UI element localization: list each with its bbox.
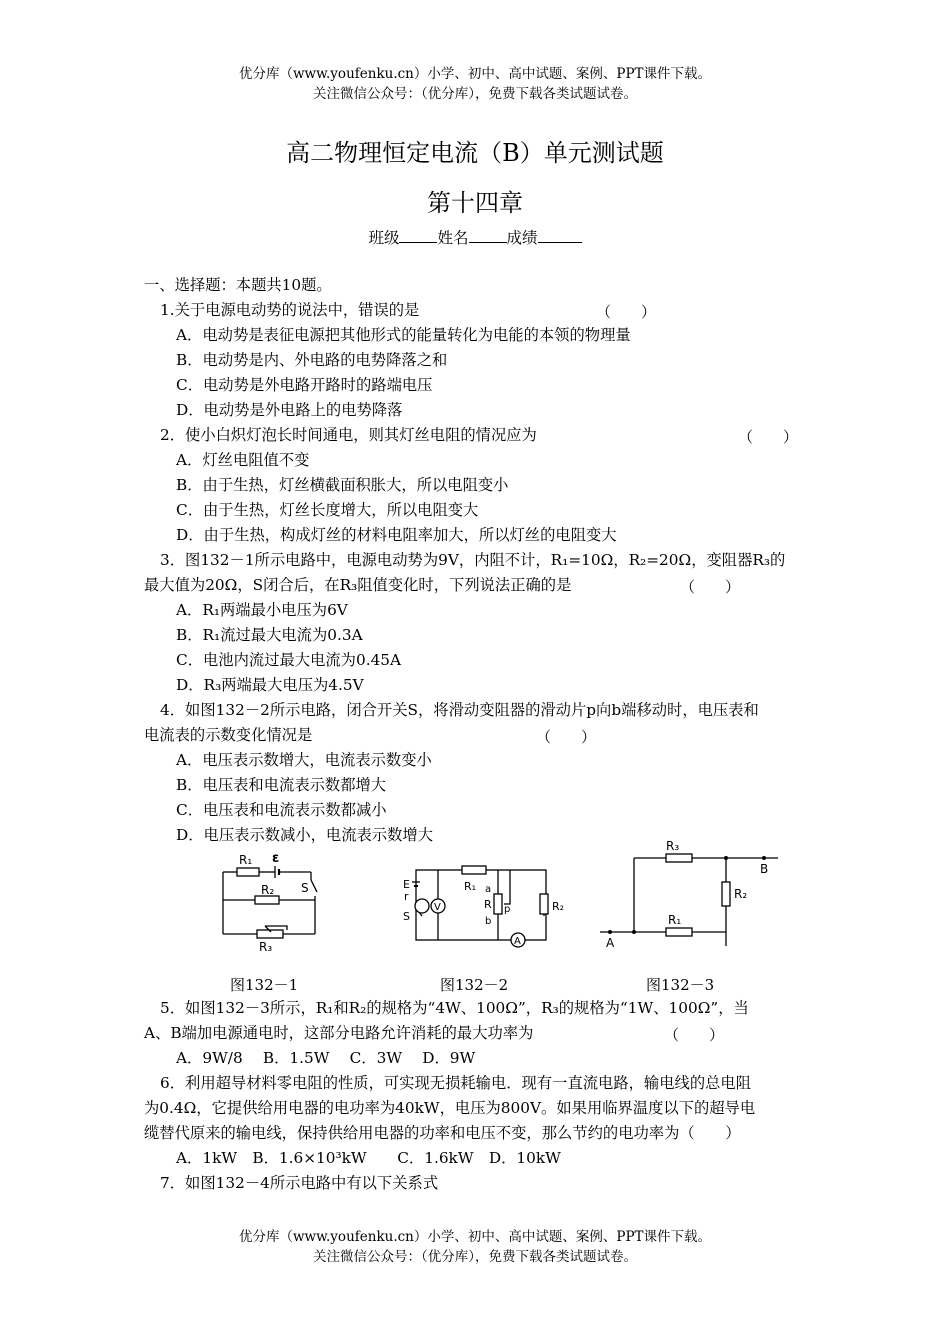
- fig2-label-a: a: [485, 884, 492, 895]
- q4-stem-line-2: 电流表的示数变化情况是: [144, 726, 313, 744]
- q1-option-c: C．电动势是外电路开路时的路端电压: [176, 376, 433, 394]
- fig3-label-a: A: [606, 936, 615, 950]
- page-title: 高二物理恒定电流（B）单元测试题: [286, 139, 664, 167]
- fig1-label-s: S: [301, 881, 309, 895]
- q5-stem-line-1: 5．如图132－3所示，R₁和R₂的规格为“4W、100Ω”，R₃的规格为“1W、100Ω”，当: [160, 999, 749, 1017]
- q5-stem-line-2: A、B端加电源通电时，这部分电路允许消耗的最大功率为: [144, 1024, 534, 1042]
- q5-options: A．9W/8 B．1.5W C．3W D．9W: [176, 1049, 476, 1067]
- q2-stem: 2．使小白炽灯泡长时间通电，则其灯丝电阻的情况应为: [160, 426, 537, 444]
- student-info: [0, 226, 950, 248]
- figure-132-2-circuit: [398, 858, 578, 950]
- q3-option-a: A．R₁两端最小电压为6V: [176, 601, 348, 619]
- figure-132-3-circuit: [596, 836, 786, 951]
- score-blank[interactable]: [538, 228, 582, 243]
- fig3-label-b: B: [760, 862, 769, 876]
- fig1-label-r3: R₃: [259, 940, 273, 954]
- q4-option-c: C．电压表和电流表示数都减小: [176, 801, 387, 819]
- q3-stem-line-1: 3．图132－1所示电路中，电源电动势为9V，内阻不计，R₁=10Ω，R₂=20Ω，变阻器R₃的: [160, 551, 786, 569]
- q1-option-a: A．电动势是表征电源把其他形式的能量转化为电能的本领的物理量: [176, 326, 631, 344]
- fig2-label-r1: R₁: [464, 880, 477, 893]
- figure-caption-132-1: 图132－1: [230, 976, 299, 994]
- fig2-label-v: V: [434, 902, 441, 913]
- fig2-label-e: E: [403, 878, 410, 891]
- q3-option-c: C．电池内流过最大电流为0.45A: [176, 651, 402, 669]
- fig2-label-r2: R₂: [552, 900, 565, 913]
- footer-line-2: 关注微信公众号：（优分库），免费下载各类试题试卷。: [313, 1249, 637, 1265]
- fig3-label-r2: R₂: [734, 887, 748, 901]
- fig1-label-r1: R₁: [239, 853, 253, 867]
- q2-option-b: B．由于生热，灯丝横截面积胀大，所以电阻变小: [176, 476, 509, 494]
- figure-132-1-circuit: [215, 848, 335, 958]
- fig3-label-r1: R₁: [668, 913, 682, 927]
- q2-option-c: C．由于生热，灯丝长度增大，所以电阻变大: [176, 501, 479, 519]
- q5-bracket: （ ）: [664, 1026, 725, 1044]
- q4-option-a: A．电压表示数增大，电流表示数变小: [176, 751, 432, 769]
- header-line-2: 关注微信公众号：（优分库），免费下载各类试题试卷。: [313, 86, 637, 102]
- figure-caption-132-2: 图132－2: [440, 976, 509, 994]
- q2-bracket: （ ）: [738, 428, 799, 446]
- q3-option-d: D．R₃两端最大电压为4.5V: [176, 676, 364, 694]
- q2-option-a: A．灯丝电阻值不变: [176, 451, 310, 469]
- q6-stem-line-1: 6．利用超导材料零电阻的性质，可实现无损耗输电．现有一直流电路，输电线的总电阻: [160, 1074, 752, 1092]
- fig2-label-s: S: [403, 910, 410, 923]
- class-label: 班级: [368, 229, 400, 247]
- q6-stem-line-2: 为0.4Ω，它提供给用电器的电功率为40kW，电压为800V。如果用临界温度以下的超导电: [144, 1099, 756, 1117]
- fig2-label-p: p: [504, 904, 511, 915]
- chapter-title: 第十四章: [427, 189, 523, 217]
- q2-option-d: D．由于生热，构成灯丝的材料电阻率加大，所以灯丝的电阻变大: [176, 526, 617, 544]
- class-blank[interactable]: [399, 228, 437, 243]
- q7-stem: 7．如图132－4所示电路中有以下关系式: [160, 1174, 439, 1192]
- q4-option-b: B．电压表和电流表示数都增大: [176, 776, 387, 794]
- section-heading: 一、选择题：本题共10题。: [144, 276, 332, 294]
- fig2-label-r: r: [404, 890, 409, 903]
- header-line-1: 优分库（www.youfenku.cn）小学、初中、高中试题、案例、PPT课件下载。: [238, 66, 712, 82]
- fig2-label-b: b: [485, 916, 492, 927]
- score-label: 成绩: [506, 229, 538, 247]
- fig3-label-r3: R₃: [666, 839, 680, 853]
- q1-bracket: （ ）: [596, 303, 657, 321]
- q4-option-d: D．电压表示数减小，电流表示数增大: [176, 826, 434, 844]
- fig1-label-r2: R₂: [261, 883, 275, 897]
- name-blank[interactable]: [469, 228, 507, 243]
- figure-caption-132-3: 图132－3: [646, 976, 715, 994]
- q1-option-b: B．电动势是内、外电路的电势降落之和: [176, 351, 448, 369]
- q3-bracket: （ ）: [680, 578, 741, 596]
- q4-stem-line-1: 4．如图132－2所示电路，闭合开关S，将滑动变阻器的滑动片p向b端移动时，电压表和: [160, 701, 759, 719]
- footer-line-1: 优分库（www.youfenku.cn）小学、初中、高中试题、案例、PPT课件下载。: [238, 1229, 712, 1245]
- fig1-label-emf: ε: [272, 851, 280, 866]
- q1-option-d: D．电动势是外电路上的电势降落: [176, 401, 403, 419]
- q6-stem-line-3: 缆替代原来的输电线，保持供给用电器的功率和电压不变，那么节约的电功率为（ ）: [144, 1124, 741, 1142]
- q6-options: A．1kW B．1.6×10³kW C．1.6kW D．10kW: [176, 1149, 561, 1167]
- q3-option-b: B．R₁流过最大电流为0.3A: [176, 626, 363, 644]
- fig2-label-ammeter: A: [514, 936, 521, 947]
- q3-stem-line-2: 最大值为20Ω，S闭合后，在R₃阻值变化时，下列说法正确的是: [144, 576, 572, 594]
- q1-stem: 1.关于电源电动势的说法中，错误的是: [160, 301, 420, 319]
- name-label: 姓名: [437, 229, 469, 247]
- fig2-label-r: R: [484, 898, 492, 911]
- q4-bracket: （ ）: [536, 728, 597, 746]
